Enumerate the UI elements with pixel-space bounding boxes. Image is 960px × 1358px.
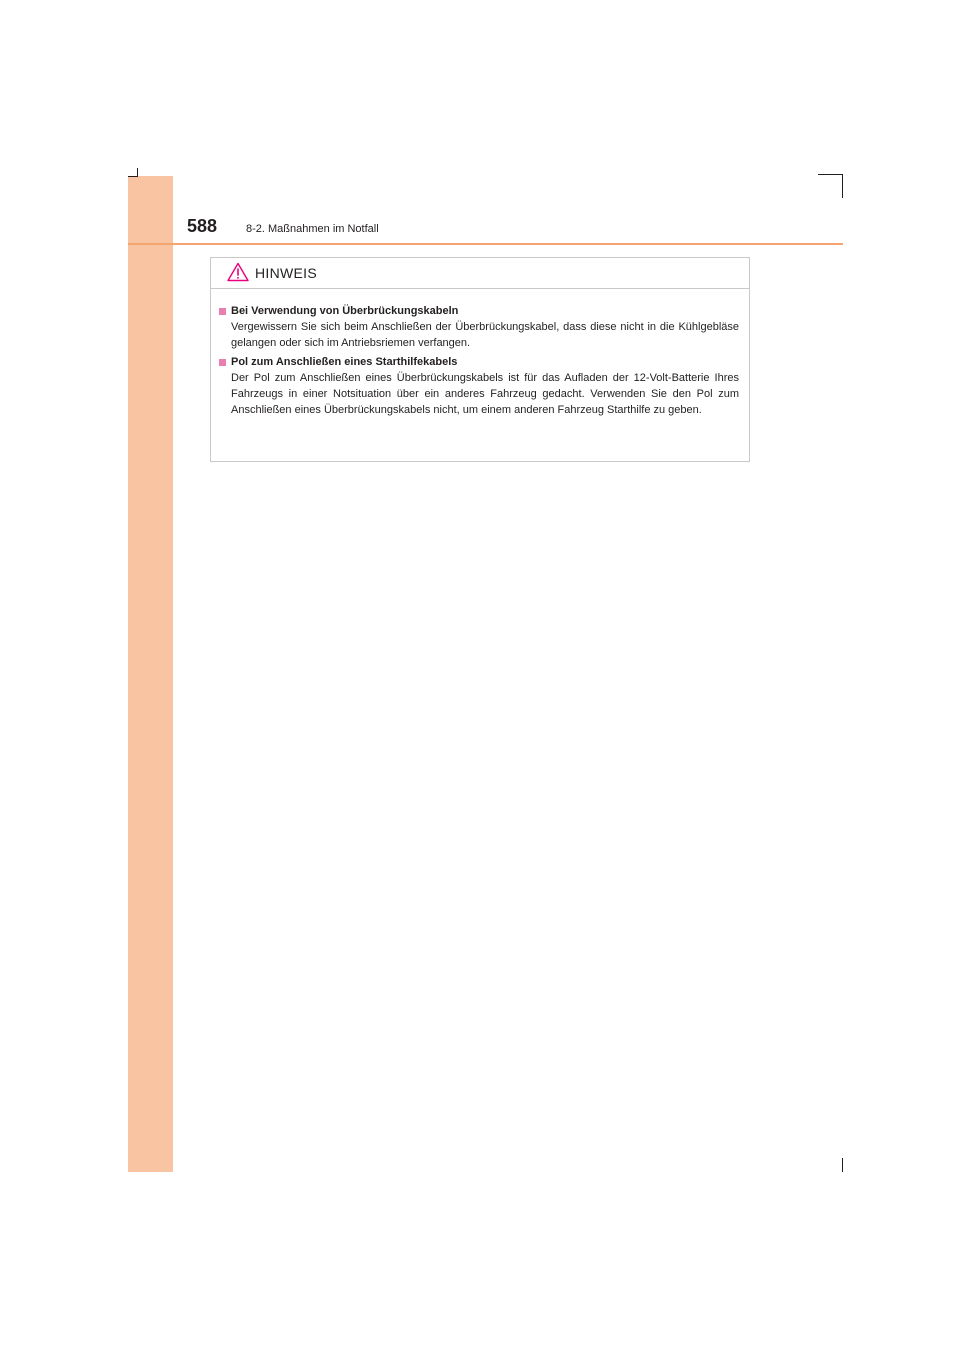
square-bullet-icon xyxy=(219,308,226,315)
notice-item-text: Der Pol zum Anschließen eines Überbrückungskabels ist für das Aufladen der 12-Volt-Batterie Ihres Fahrzeugs in einer Notsituation über ein anderes Fahrzeug gedacht. Verwenden Sie den Pol zum Anschließen eines Überbrückungskabels nicht, um einem anderen Fahrzeug Starthilfe zu geben. xyxy=(231,372,739,416)
chapter-title: 8-2. Maßnahmen im Notfall xyxy=(246,223,379,235)
page-number: 588 xyxy=(187,216,218,236)
crop-mark-bottom-right-vertical xyxy=(842,1158,843,1172)
notice-item-heading-text: Pol zum Anschließen eines Starthilfekabels xyxy=(231,356,458,368)
header-rule xyxy=(128,243,843,245)
notice-title: HINWEIS xyxy=(255,265,317,281)
notice-header xyxy=(211,258,749,289)
notice-item xyxy=(219,303,739,351)
notice-item-heading xyxy=(219,354,739,370)
warning-triangle-icon xyxy=(227,262,249,282)
crop-mark-top-right-vertical xyxy=(842,174,843,198)
notice-item-text: Vergewissern Sie sich beim Anschließen der Überbrückungskabel, dass diese nicht in die Kühlgebläse gelangen oder sich im Antriebsriemen verfangen. xyxy=(231,321,739,349)
crop-mark-top-right-horizontal xyxy=(818,174,842,175)
notice-item-heading-text: Bei Verwendung von Überbrückungskabeln xyxy=(231,305,459,317)
notice-body xyxy=(211,289,749,418)
crop-mark-top-left-vertical xyxy=(137,168,138,177)
chapter-side-band xyxy=(128,176,173,1172)
square-bullet-icon xyxy=(219,359,226,366)
notice-item xyxy=(219,354,739,418)
notice-item-heading xyxy=(219,303,739,319)
notice-box xyxy=(210,257,750,462)
